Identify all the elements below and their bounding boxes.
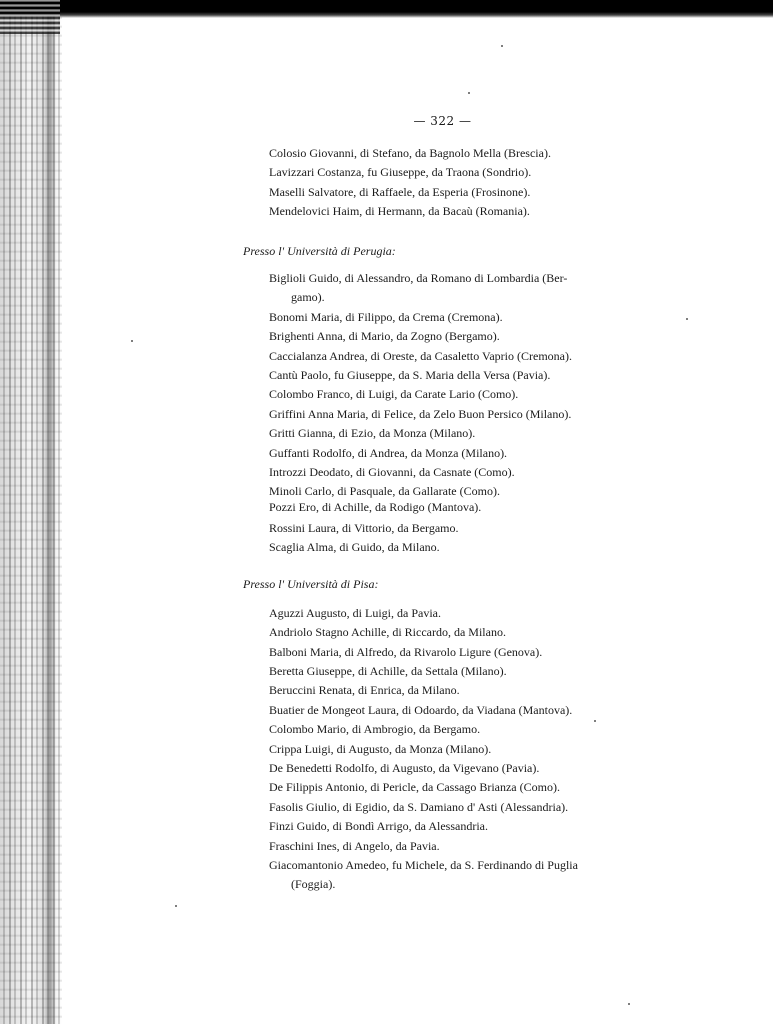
- list-item: Beruccini Renata, di Enrica, da Milano.: [269, 683, 460, 698]
- intro-list: [243, 144, 683, 222]
- list-item: [243, 856, 683, 895]
- list-item: Colombo Mario, di Ambrogio, da Bergamo.: [269, 722, 481, 737]
- list-item-continuation: gamo).: [291, 290, 325, 305]
- section-pisa: [243, 575, 683, 895]
- scan-speck: [131, 340, 133, 342]
- list-item: Mendelovici Haim, di Hermann, da Bacaù (Romania).: [269, 204, 530, 219]
- list-item: Griffini Anna Maria, di Felice, da Zelo Buon Persico (Milano).: [269, 406, 572, 421]
- list-item: Fasolis Giulio, di Egidio, da S. Damiano d' Asti (Alessandria).: [269, 799, 569, 814]
- list-item: Colombo Franco, di Luigi, da Carate Lario (Como).: [269, 387, 519, 402]
- page-number: [0, 114, 773, 128]
- list-item: Caccialanza Andrea, di Oreste, da Casaletto Vaprio (Cremona).: [269, 348, 572, 363]
- list-item: Cantù Paolo, fu Giuseppe, da S. Maria della Versa (Pavia).: [269, 368, 551, 383]
- list-item: [243, 269, 683, 308]
- list-item: Colosio Giovanni, di Stefano, da Bagnolo Mella (Brescia).: [269, 146, 551, 160]
- list-item: Balboni Maria, di Alfredo, da Rivarolo Ligure (Genova).: [269, 644, 543, 659]
- list-item: Fraschini Ines, di Angelo, da Pavia.: [269, 838, 440, 853]
- list-item-continuation: (Foggia).: [291, 877, 336, 892]
- list-item: Beretta Giuseppe, di Achille, da Settala (Milano).: [269, 663, 507, 678]
- list-item: Minoli Carlo, di Pasquale, da Gallarate (Como).: [269, 483, 500, 498]
- page-number-text: — 322 —: [413, 114, 472, 128]
- list-item: Scaglia Alma, di Guido, da Milano.: [269, 539, 440, 554]
- list-item: Aguzzi Augusto, di Luigi, da Pavia.: [269, 605, 441, 620]
- list-item: Crippa Luigi, di Augusto, da Monza (Milano).: [269, 741, 492, 756]
- document-body: [243, 144, 683, 895]
- list-item: De Filippis Antonio, di Pericle, da Cassago Brianza (Como).: [269, 780, 560, 795]
- scan-binding-edge: [0, 0, 62, 1024]
- list-item: De Benedetti Rodolfo, di Augusto, da Vigevano (Pavia).: [269, 760, 540, 775]
- list-item: Gritti Gianna, di Ezio, da Monza (Milano).: [269, 426, 476, 441]
- scan-speck: [501, 45, 503, 47]
- list-item: Andriolo Stagno Achille, di Riccardo, da Milano.: [269, 625, 506, 640]
- section-title: Presso l' Università di Pisa:: [243, 577, 379, 592]
- list-item: Guffanti Rodolfo, di Andrea, da Monza (Milano).: [269, 445, 508, 460]
- scan-speck: [686, 318, 688, 320]
- list-item: Lavizzari Costanza, fu Giuseppe, da Traona (Sondrio).: [269, 165, 532, 180]
- list-item: Buatier de Mongeot Laura, di Odoardo, da Viadana (Mantova).: [269, 702, 573, 717]
- list-item-line: Biglioli Guido, di Alessandro, da Romano di Lombardia (Ber-: [269, 271, 568, 286]
- section-perugia: [243, 242, 683, 558]
- scan-corner-artifact: [0, 0, 60, 34]
- list-item: Introzzi Deodato, di Giovanni, da Casnate (Como).: [269, 465, 515, 480]
- list-item: Maselli Salvatore, di Raffaele, da Esperia (Frosinone).: [269, 184, 531, 199]
- scan-top-edge: [0, 0, 773, 18]
- section-title: Presso l' Università di Perugia:: [243, 243, 396, 258]
- scan-speck: [175, 905, 177, 907]
- list-item: Pozzi Ero, di Achille, da Rodigo (Mantova).: [269, 499, 482, 514]
- scan-speck: [628, 1003, 630, 1005]
- list-item-line: Giacomantonio Amedeo, fu Michele, da S. Ferdinando di Puglia: [269, 858, 578, 872]
- list-item: Finzi Guido, di Bondì Arrigo, da Alessandria.: [269, 819, 488, 834]
- list-item: Brighenti Anna, di Mario, da Zogno (Bergamo).: [269, 329, 500, 344]
- list-item: Bonomi Maria, di Filippo, da Crema (Cremona).: [269, 309, 503, 324]
- scan-speck: [468, 92, 470, 94]
- list-item: Rossini Laura, di Vittorio, da Bergamo.: [269, 520, 459, 535]
